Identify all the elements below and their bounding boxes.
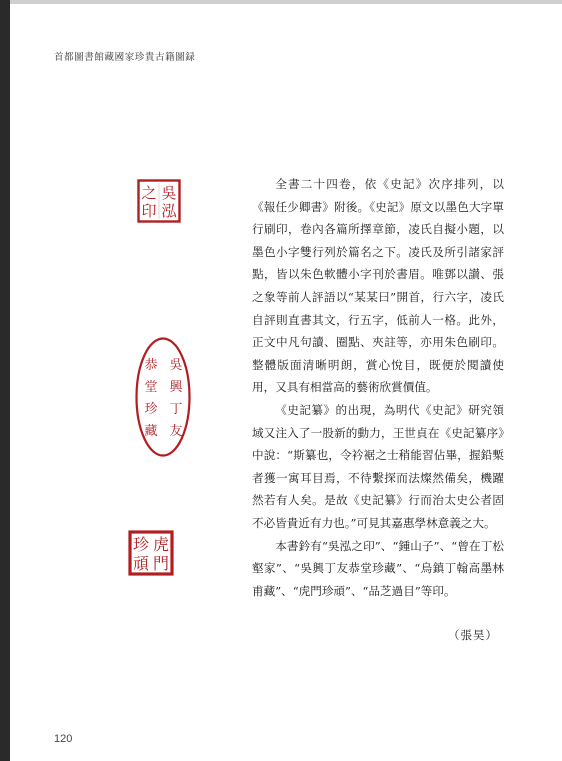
page-top-edge — [0, 0, 562, 4]
seal-3-char-2: 門 — [152, 554, 170, 573]
seal-2-char-4: 友 — [169, 424, 183, 439]
seal-2-char-5: 恭 — [144, 358, 158, 373]
seal-2-char-6: 堂 — [144, 380, 158, 395]
seal-1-char-4: 印 — [141, 202, 157, 220]
seal-square-lower-graphic — [128, 530, 174, 576]
seal-oval-graphic — [134, 336, 192, 458]
seal-2-char-8: 藏 — [144, 424, 158, 439]
seal-impression-square-lower — [128, 530, 174, 576]
seal-1-char-3: 之 — [141, 184, 157, 202]
seal-1-char-1: 吳 — [161, 184, 177, 202]
seal-3-char-4: 頑 — [132, 554, 150, 573]
seal-impression-oval — [134, 336, 192, 458]
seal-3-char-3: 珍 — [132, 535, 150, 554]
seal-2-char-3: 丁 — [169, 402, 183, 417]
body-text — [252, 173, 504, 602]
author-credit: （張昊） — [448, 628, 498, 642]
seal-1-char-2: 泓 — [161, 202, 177, 220]
seal-2-char-1: 吳 — [169, 358, 183, 373]
seal-square-upper-graphic — [137, 179, 181, 223]
seal-impression-square-upper — [137, 179, 181, 223]
seal-3-char-1: 虎 — [152, 535, 170, 554]
seal-2-char-2: 興 — [169, 380, 183, 395]
paragraph-significance: 《史記纂》的出現，為明代《史記》研究領域又注入了一股新的動力，王世貞在《史記纂序》中說：“斯纂也，令衿裾之士稍能習佔畢，握鉛槧者獲一寓耳目焉，不待繫探而法燦然備矣，機躍然若有人矣。是故《史記纂》行而治太史公者固不必皆貴近有力也。”可見其嘉惠學林意義之大。 — [252, 402, 504, 530]
page-number: 120 — [54, 733, 73, 745]
seal-2-char-7: 珍 — [144, 402, 158, 417]
paragraph-seals: 本書鈐有“吳泓之印”、“鍾山子”、“曾在丁松壑家”、“吳興丁友恭堂珍藏”、“烏鎮丁翰高墨林甫藏”、“虎門珍頑”、“品芝過目”等印。 — [252, 538, 504, 598]
paragraph-description: 全書二十四卷，依《史記》次序排列，以《報任少卿書》附後。《史記》原文以墨色大字單行刷印，卷內各篇所擇章節，凌氏自擬小題，以墨色小字雙行列於篇名之下。凌氏及所引諸家評點，皆以朱色軟體小字刊於書眉。唯鄧以讃、張之象等前人評語以“某某曰”開首，行六字，凌氏自評則直書其文，行五字，低前人一格。此外，正文中凡句讀、圈點、夾註等，亦用朱色刷印。整體版面清晰明朗，賞心悅目，既便於閱讀使用，又具有相當高的藝術欣賞價值。 — [252, 177, 504, 395]
running-head: 首都圖書館藏國家珍貴古籍圖録 — [54, 52, 196, 63]
page-binding-edge — [0, 0, 10, 761]
